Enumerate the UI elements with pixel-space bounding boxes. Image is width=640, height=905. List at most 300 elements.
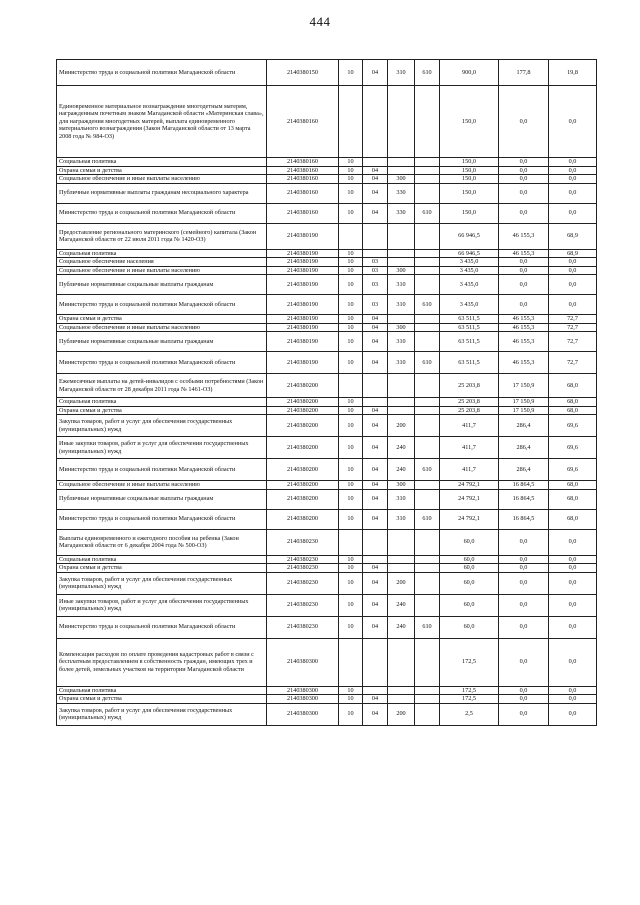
cell-v2: 46 155,3 <box>499 315 549 324</box>
table-row <box>57 323 597 332</box>
cell-code: 2140380160 <box>267 158 339 167</box>
cell-c3 <box>388 529 415 555</box>
cell-v2: 16 864,5 <box>499 489 549 509</box>
table-row <box>57 86 597 158</box>
cell-v2: 0,0 <box>499 686 549 695</box>
cell-v3: 72,7 <box>549 332 597 352</box>
cell-c2: 04 <box>363 203 388 223</box>
cell-c4: 610 <box>415 295 440 315</box>
cell-c4 <box>415 249 440 258</box>
cell-c3 <box>388 638 415 686</box>
cell-c3: 300 <box>388 175 415 184</box>
cell-c1: 10 <box>339 249 363 258</box>
cell-c4: 610 <box>415 509 440 529</box>
cell-name: Социальная политика <box>57 249 267 258</box>
cell-c2: 04 <box>363 703 388 725</box>
cell-code: 2140380300 <box>267 703 339 725</box>
table-row <box>57 275 597 295</box>
cell-name: Охрана семьи и детства <box>57 695 267 704</box>
cell-code: 2140380190 <box>267 352 339 374</box>
cell-c1: 10 <box>339 166 363 175</box>
cell-v1: 60,0 <box>440 594 499 616</box>
cell-c2: 04 <box>363 352 388 374</box>
cell-c3 <box>388 86 415 158</box>
cell-v1: 60,0 <box>440 555 499 564</box>
cell-v2: 0,0 <box>499 295 549 315</box>
cell-code: 2140380160 <box>267 166 339 175</box>
cell-c2: 04 <box>363 594 388 616</box>
cell-c2: 04 <box>363 406 388 415</box>
cell-code: 2140380190 <box>267 323 339 332</box>
cell-name: Министерство труда и социальной политики Магаданской области <box>57 616 267 638</box>
cell-c4 <box>415 266 440 275</box>
table-row <box>57 258 597 267</box>
cell-c3 <box>388 166 415 175</box>
cell-v2: 46 155,3 <box>499 352 549 374</box>
cell-v3: 0,0 <box>549 175 597 184</box>
cell-v1: 172,5 <box>440 638 499 686</box>
cell-c4: 610 <box>415 203 440 223</box>
table-row <box>57 166 597 175</box>
cell-c1: 10 <box>339 183 363 203</box>
cell-v1: 3 435,0 <box>440 275 499 295</box>
cell-c2: 04 <box>363 572 388 594</box>
cell-c2: 04 <box>363 166 388 175</box>
cell-c4 <box>415 594 440 616</box>
cell-v3: 0,0 <box>549 638 597 686</box>
cell-v1: 411,7 <box>440 459 499 481</box>
cell-v3: 68,0 <box>549 489 597 509</box>
cell-c4 <box>415 686 440 695</box>
cell-c4 <box>415 489 440 509</box>
cell-c4 <box>415 258 440 267</box>
cell-c1: 10 <box>339 594 363 616</box>
cell-c3 <box>388 158 415 167</box>
cell-c3 <box>388 398 415 407</box>
cell-name: Закупка товаров, работ и услуг для обеспечения государственных (муниципальных) нужд <box>57 572 267 594</box>
cell-c2: 03 <box>363 295 388 315</box>
cell-c3: 310 <box>388 509 415 529</box>
cell-c3: 200 <box>388 415 415 437</box>
cell-name: Министерство труда и социальной политики Магаданской области <box>57 203 267 223</box>
cell-c2: 03 <box>363 258 388 267</box>
cell-v3: 0,0 <box>549 572 597 594</box>
table-row <box>57 60 597 86</box>
cell-c2 <box>363 555 388 564</box>
cell-c3: 200 <box>388 572 415 594</box>
cell-code: 2140380190 <box>267 249 339 258</box>
cell-c4 <box>415 86 440 158</box>
cell-v3: 0,0 <box>549 275 597 295</box>
table-row <box>57 406 597 415</box>
cell-v2: 0,0 <box>499 175 549 184</box>
cell-v3: 0,0 <box>549 529 597 555</box>
cell-c1 <box>339 529 363 555</box>
cell-code: 2140380230 <box>267 555 339 564</box>
cell-v1: 63 511,5 <box>440 315 499 324</box>
cell-v3: 0,0 <box>549 258 597 267</box>
cell-v1: 66 946,5 <box>440 223 499 249</box>
cell-c1: 10 <box>339 703 363 725</box>
cell-c1: 10 <box>339 481 363 490</box>
cell-v3: 69,6 <box>549 437 597 459</box>
cell-v3: 68,0 <box>549 406 597 415</box>
cell-c1: 10 <box>339 415 363 437</box>
cell-c1 <box>339 374 363 398</box>
cell-c4 <box>415 529 440 555</box>
cell-name: Выплаты единовременного и ежегодного пособия на ребенка (Закон Магаданской области от 6 декабря 2004 года № 500-ОЗ) <box>57 529 267 555</box>
cell-name: Охрана семьи и детства <box>57 315 267 324</box>
cell-v3: 0,0 <box>549 564 597 573</box>
table-row <box>57 459 597 481</box>
cell-v3: 68,0 <box>549 398 597 407</box>
cell-c4 <box>415 572 440 594</box>
cell-c1: 10 <box>339 555 363 564</box>
cell-c4 <box>415 166 440 175</box>
cell-v3: 0,0 <box>549 203 597 223</box>
cell-v2: 0,0 <box>499 703 549 725</box>
cell-c1: 10 <box>339 332 363 352</box>
cell-v1: 150,0 <box>440 175 499 184</box>
cell-c3 <box>388 223 415 249</box>
cell-c1: 10 <box>339 323 363 332</box>
cell-c1: 10 <box>339 158 363 167</box>
cell-v3: 72,7 <box>549 352 597 374</box>
cell-code: 2140380190 <box>267 332 339 352</box>
cell-v3: 68,9 <box>549 249 597 258</box>
cell-name: Социальная политика <box>57 686 267 695</box>
cell-v1: 150,0 <box>440 166 499 175</box>
cell-v1: 63 511,5 <box>440 332 499 352</box>
cell-c4 <box>415 695 440 704</box>
cell-c3: 310 <box>388 352 415 374</box>
cell-c2 <box>363 374 388 398</box>
cell-c4: 610 <box>415 616 440 638</box>
cell-c1 <box>339 638 363 686</box>
cell-name: Иные закупки товаров, работ и услуг для обеспечения государственных (муниципальных) нужд <box>57 594 267 616</box>
cell-v2: 0,0 <box>499 594 549 616</box>
cell-c3 <box>388 258 415 267</box>
cell-v1: 63 511,5 <box>440 323 499 332</box>
cell-code: 2140380200 <box>267 481 339 490</box>
cell-v2: 0,0 <box>499 555 549 564</box>
table-row <box>57 572 597 594</box>
cell-v2: 17 150,9 <box>499 374 549 398</box>
table-row <box>57 703 597 725</box>
cell-code: 2140380160 <box>267 203 339 223</box>
cell-v1: 150,0 <box>440 183 499 203</box>
cell-c3: 240 <box>388 437 415 459</box>
cell-c3: 240 <box>388 594 415 616</box>
cell-c2: 04 <box>363 509 388 529</box>
cell-v3: 69,6 <box>549 415 597 437</box>
cell-v3: 0,0 <box>549 166 597 175</box>
table-row <box>57 158 597 167</box>
cell-code: 2140380300 <box>267 686 339 695</box>
cell-v3: 72,7 <box>549 315 597 324</box>
cell-code: 2140380300 <box>267 638 339 686</box>
cell-name: Социальная политика <box>57 158 267 167</box>
cell-name: Социальное обеспечение и иные выплаты населению <box>57 481 267 490</box>
cell-c4 <box>415 703 440 725</box>
table-row <box>57 564 597 573</box>
cell-c1 <box>339 223 363 249</box>
table-row <box>57 175 597 184</box>
cell-v2: 16 864,5 <box>499 481 549 490</box>
cell-c4 <box>415 175 440 184</box>
cell-c2: 04 <box>363 60 388 86</box>
cell-c1: 10 <box>339 60 363 86</box>
cell-c4 <box>415 158 440 167</box>
cell-v1: 411,7 <box>440 415 499 437</box>
cell-v1: 60,0 <box>440 564 499 573</box>
cell-c4 <box>415 398 440 407</box>
cell-code: 2140380200 <box>267 398 339 407</box>
cell-c2 <box>363 638 388 686</box>
cell-name: Социальная политика <box>57 555 267 564</box>
cell-c1: 10 <box>339 295 363 315</box>
table-row <box>57 183 597 203</box>
cell-v1: 150,0 <box>440 86 499 158</box>
cell-c2: 04 <box>363 616 388 638</box>
cell-c4: 610 <box>415 459 440 481</box>
cell-v1: 63 511,5 <box>440 352 499 374</box>
cell-v1: 2,5 <box>440 703 499 725</box>
cell-c3 <box>388 555 415 564</box>
cell-v3: 0,0 <box>549 616 597 638</box>
cell-c2: 04 <box>363 489 388 509</box>
cell-v1: 3 435,0 <box>440 258 499 267</box>
cell-v3: 69,6 <box>549 459 597 481</box>
page-number: 444 <box>309 14 331 29</box>
cell-c3 <box>388 686 415 695</box>
cell-c4 <box>415 183 440 203</box>
cell-c3: 300 <box>388 481 415 490</box>
table-row <box>57 398 597 407</box>
cell-name: Охрана семьи и детства <box>57 166 267 175</box>
cell-name: Социальное обеспечение и иные выплаты населению <box>57 266 267 275</box>
cell-name: Публичные нормативные выплаты гражданам несоциального характера <box>57 183 267 203</box>
cell-c1: 10 <box>339 509 363 529</box>
cell-v2: 0,0 <box>499 616 549 638</box>
cell-c3 <box>388 695 415 704</box>
cell-name: Публичные нормативные социальные выплаты гражданам <box>57 489 267 509</box>
cell-c1: 10 <box>339 695 363 704</box>
cell-c1 <box>339 86 363 158</box>
cell-code: 2140380190 <box>267 266 339 275</box>
cell-c2: 03 <box>363 266 388 275</box>
cell-c4 <box>415 437 440 459</box>
cell-v2: 0,0 <box>499 638 549 686</box>
cell-c1: 10 <box>339 686 363 695</box>
cell-code: 2140380200 <box>267 489 339 509</box>
cell-v2: 46 155,3 <box>499 323 549 332</box>
cell-c1: 10 <box>339 564 363 573</box>
cell-c1: 10 <box>339 572 363 594</box>
cell-code: 2140380200 <box>267 509 339 529</box>
cell-c1: 10 <box>339 266 363 275</box>
cell-v3: 0,0 <box>549 266 597 275</box>
cell-c1: 10 <box>339 352 363 374</box>
cell-c4: 610 <box>415 60 440 86</box>
cell-name: Социальное обеспечение и иные выплаты населению <box>57 323 267 332</box>
budget-table <box>56 59 597 726</box>
table-row <box>57 555 597 564</box>
cell-c2: 04 <box>363 323 388 332</box>
cell-v1: 172,5 <box>440 695 499 704</box>
cell-v3: 0,0 <box>549 295 597 315</box>
cell-v2: 0,0 <box>499 86 549 158</box>
cell-c3 <box>388 249 415 258</box>
cell-c3 <box>388 315 415 324</box>
cell-c2: 04 <box>363 183 388 203</box>
table-row <box>57 295 597 315</box>
cell-v2: 0,0 <box>499 695 549 704</box>
cell-c2 <box>363 529 388 555</box>
table-row <box>57 638 597 686</box>
cell-code: 2140380230 <box>267 572 339 594</box>
cell-v1: 24 792,1 <box>440 489 499 509</box>
cell-v3: 19,8 <box>549 60 597 86</box>
cell-c4: 610 <box>415 352 440 374</box>
cell-c3: 200 <box>388 703 415 725</box>
cell-c2 <box>363 158 388 167</box>
table-row <box>57 489 597 509</box>
cell-name: Социальная политика <box>57 398 267 407</box>
cell-name: Министерство труда и социальной политики Магаданской области <box>57 60 267 86</box>
cell-v2: 0,0 <box>499 203 549 223</box>
cell-c4 <box>415 275 440 295</box>
cell-name: Иные закупки товаров, работ и услуг для обеспечения государственных (муниципальных) нужд <box>57 437 267 459</box>
cell-c4 <box>415 332 440 352</box>
cell-c3: 240 <box>388 616 415 638</box>
cell-name: Охрана семьи и детства <box>57 406 267 415</box>
cell-v3: 68,0 <box>549 374 597 398</box>
cell-c2 <box>363 223 388 249</box>
cell-c2: 04 <box>363 332 388 352</box>
cell-code: 2140380190 <box>267 295 339 315</box>
cell-c2: 04 <box>363 459 388 481</box>
cell-name: Социальное обеспечение и иные выплаты населению <box>57 175 267 184</box>
cell-c1: 10 <box>339 258 363 267</box>
cell-c3: 310 <box>388 275 415 295</box>
cell-name: Компенсация расходов по оплате проведения кадастровых работ в связи с бесплатным предоставлением в собственность граждан, имеющих трех и более детей, земельных участков на территории Магаданской области <box>57 638 267 686</box>
cell-code: 2140380190 <box>267 275 339 295</box>
table-row <box>57 529 597 555</box>
cell-c3: 300 <box>388 323 415 332</box>
cell-v1: 60,0 <box>440 616 499 638</box>
cell-c3 <box>388 374 415 398</box>
cell-c3: 310 <box>388 332 415 352</box>
cell-v1: 3 435,0 <box>440 266 499 275</box>
cell-c3: 330 <box>388 203 415 223</box>
cell-v3: 0,0 <box>549 686 597 695</box>
cell-c2: 04 <box>363 315 388 324</box>
cell-v3: 0,0 <box>549 555 597 564</box>
cell-code: 2140380300 <box>267 695 339 704</box>
cell-v3: 72,7 <box>549 323 597 332</box>
table-row <box>57 481 597 490</box>
cell-c1: 10 <box>339 489 363 509</box>
cell-name: Социальное обеспечение населения <box>57 258 267 267</box>
table-row <box>57 223 597 249</box>
cell-code: 2140380200 <box>267 437 339 459</box>
cell-c1: 10 <box>339 315 363 324</box>
cell-c4 <box>415 638 440 686</box>
cell-v1: 60,0 <box>440 572 499 594</box>
cell-name: Охрана семьи и детства <box>57 564 267 573</box>
cell-v3: 68,0 <box>549 481 597 490</box>
cell-code: 2140380200 <box>267 415 339 437</box>
cell-c1: 10 <box>339 203 363 223</box>
cell-c3: 310 <box>388 60 415 86</box>
cell-c2 <box>363 86 388 158</box>
cell-v2: 0,0 <box>499 183 549 203</box>
table-row <box>57 415 597 437</box>
cell-v1: 900,0 <box>440 60 499 86</box>
table-row <box>57 686 597 695</box>
cell-c2 <box>363 398 388 407</box>
cell-v2: 46 155,3 <box>499 223 549 249</box>
cell-c1: 10 <box>339 175 363 184</box>
cell-name: Предоставление регионального материнского (семейного) капитала (Закон Магаданской области от 22 июля 2011 года № 1420-ОЗ) <box>57 223 267 249</box>
cell-c2: 04 <box>363 415 388 437</box>
cell-v1: 3 435,0 <box>440 295 499 315</box>
table-row <box>57 616 597 638</box>
cell-v2: 0,0 <box>499 275 549 295</box>
cell-v1: 24 792,1 <box>440 481 499 490</box>
cell-c4 <box>415 564 440 573</box>
cell-c2 <box>363 686 388 695</box>
cell-name: Публичные нормативные социальные выплаты гражданам <box>57 275 267 295</box>
cell-code: 2140380190 <box>267 315 339 324</box>
cell-c3: 310 <box>388 295 415 315</box>
cell-code: 2140380230 <box>267 594 339 616</box>
cell-c3 <box>388 406 415 415</box>
cell-code: 2140380200 <box>267 459 339 481</box>
cell-v1: 411,7 <box>440 437 499 459</box>
cell-code: 2140380230 <box>267 564 339 573</box>
cell-code: 2140380150 <box>267 60 339 86</box>
cell-v2: 46 155,3 <box>499 249 549 258</box>
cell-c1: 10 <box>339 437 363 459</box>
cell-c1: 10 <box>339 616 363 638</box>
cell-v3: 68,9 <box>549 223 597 249</box>
cell-c2: 04 <box>363 564 388 573</box>
cell-c3: 310 <box>388 489 415 509</box>
cell-c4 <box>415 223 440 249</box>
cell-v2: 0,0 <box>499 564 549 573</box>
cell-v1: 25 203,8 <box>440 398 499 407</box>
cell-v2: 0,0 <box>499 166 549 175</box>
cell-c4 <box>415 555 440 564</box>
cell-name: Единовременное материальное вознаграждение многодетным матерям, награжденным почетным знаком Магаданской области «Материнская слава», для награждения многодетных матерей, выплата единовременного материального вознаграждения (Закон Магаданской области от 13 марта 2008 года № 984-ОЗ) <box>57 86 267 158</box>
cell-c4 <box>415 374 440 398</box>
cell-code: 2140380230 <box>267 616 339 638</box>
cell-c2: 04 <box>363 695 388 704</box>
cell-v2: 0,0 <box>499 266 549 275</box>
cell-v1: 25 203,8 <box>440 374 499 398</box>
cell-v3: 0,0 <box>549 183 597 203</box>
table-row <box>57 437 597 459</box>
cell-c4 <box>415 406 440 415</box>
cell-v2: 286,4 <box>499 459 549 481</box>
cell-c3: 240 <box>388 459 415 481</box>
cell-name: Министерство труда и социальной политики Магаданской области <box>57 509 267 529</box>
cell-c4 <box>415 415 440 437</box>
cell-v2: 17 150,9 <box>499 398 549 407</box>
cell-c1: 10 <box>339 275 363 295</box>
